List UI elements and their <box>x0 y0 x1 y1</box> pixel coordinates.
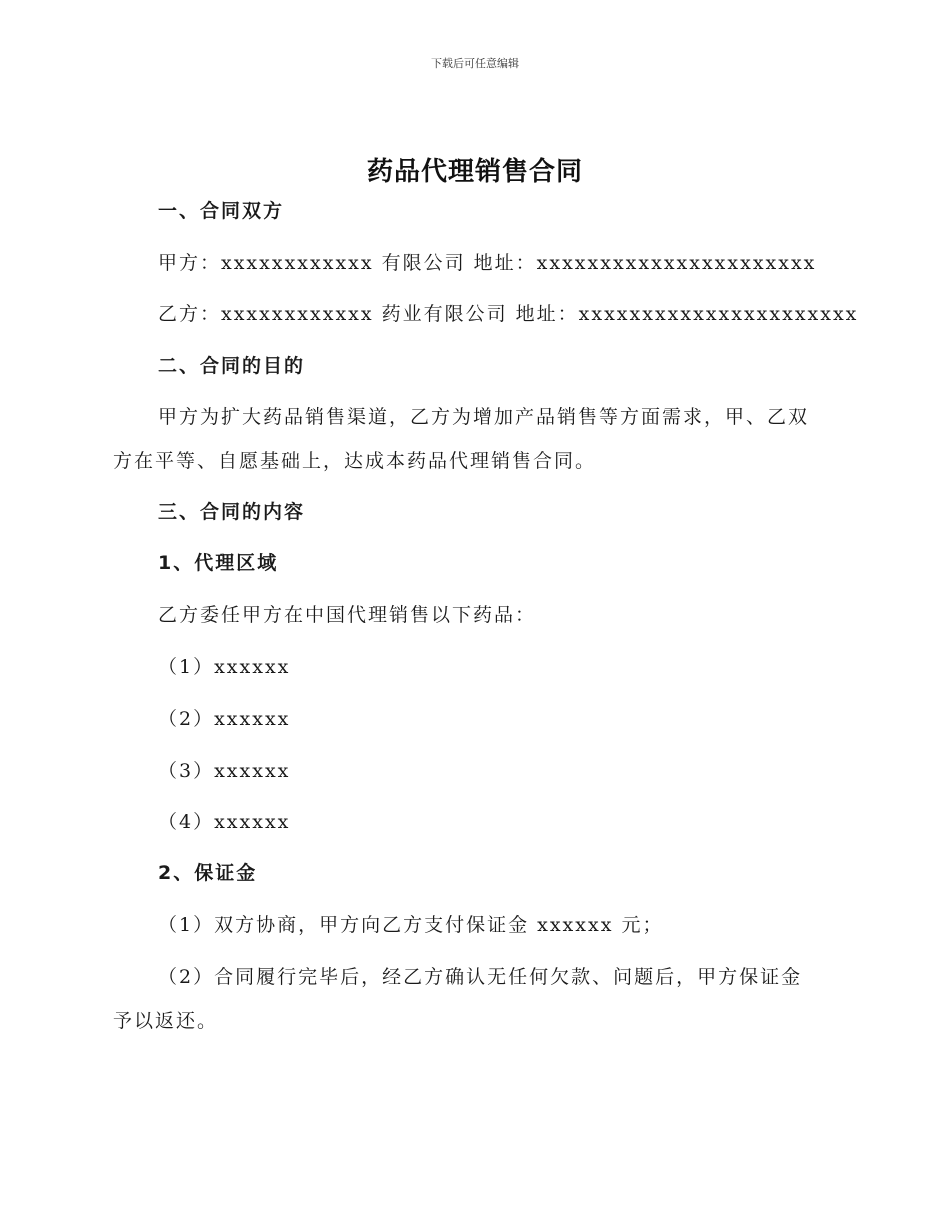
header-note: 下载后可任意编辑 <box>431 57 519 70</box>
section-heading-purpose: 二、合同的目的 <box>158 355 306 377</box>
document-title: 药品代理销售合同 <box>366 157 583 187</box>
deposit-clause-2-line-1: （2）合同履行完毕后，经乙方确认无任何欠款、问题后，甲方保证金 <box>158 966 803 988</box>
deposit-clause-2-line-2: 予以返还。 <box>113 1010 219 1032</box>
list-item: （2）xxxxxx <box>158 708 291 730</box>
subsection-heading-region: 1、代理区域 <box>158 552 279 574</box>
region-intro: 乙方委任甲方在中国代理销售以下药品： <box>158 604 537 626</box>
list-item: （4）xxxxxx <box>158 811 291 833</box>
list-item: （1）xxxxxx <box>158 656 291 678</box>
subsection-heading-deposit: 2、保证金 <box>158 862 258 884</box>
party-b-line: 乙方：xxxxxxxxxxxx 药业有限公司 地址：xxxxxxxxxxxxxxxxxxxxxx <box>158 303 859 325</box>
list-item: （3）xxxxxx <box>158 760 291 782</box>
section-heading-content: 三、合同的内容 <box>158 501 306 523</box>
party-a-line: 甲方：xxxxxxxxxxxx 有限公司 地址：xxxxxxxxxxxxxxxxxxxxxx <box>158 252 817 274</box>
purpose-paragraph-line-1: 甲方为扩大药品销售渠道，乙方为增加产品销售等方面需求，甲、乙双 <box>158 406 810 428</box>
section-heading-parties: 一、合同双方 <box>158 200 285 222</box>
purpose-paragraph-line-2: 方在平等、自愿基础上，达成本药品代理销售合同。 <box>113 450 597 472</box>
deposit-clause-1: （1）双方协商，甲方向乙方支付保证金 xxxxxx 元； <box>158 914 664 936</box>
